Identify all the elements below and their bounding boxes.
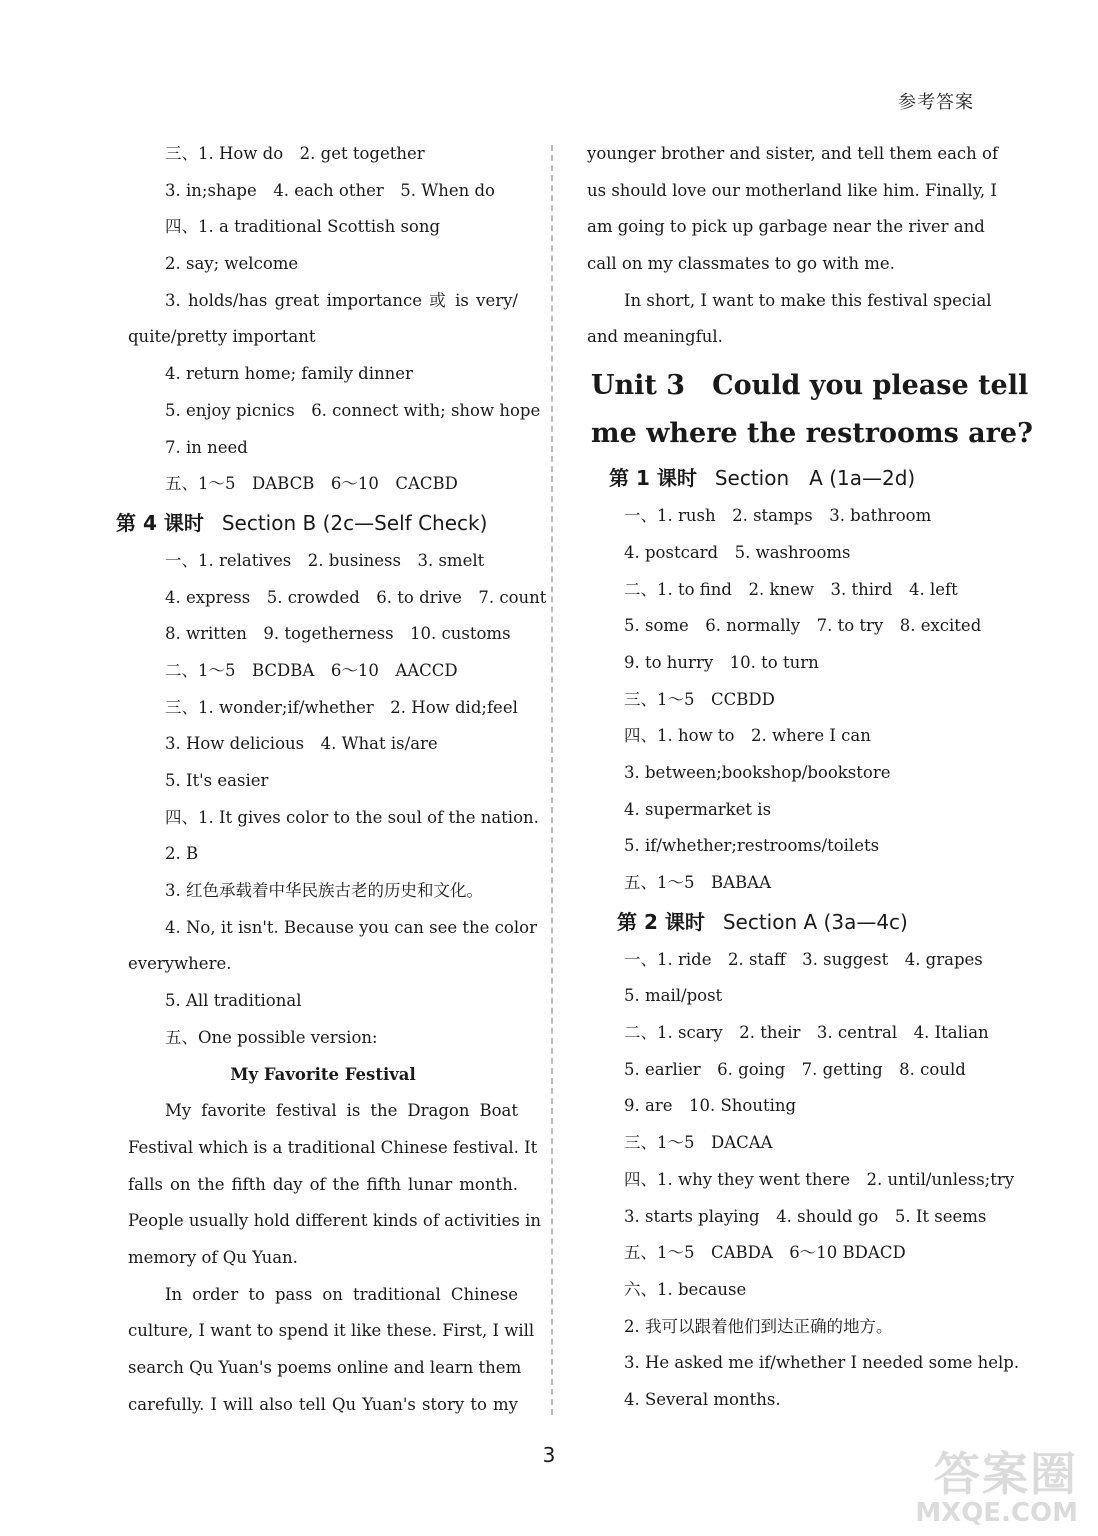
page-number: 3 <box>542 1443 556 1467</box>
lesson-label: 第 4 课时 <box>116 510 204 535</box>
answer-line: 5. if/whether;restrooms/toilets <box>624 836 880 856</box>
answer-line: 四、1. why they went there 2. until/unless;try <box>624 1169 1015 1189</box>
essay-line: and meaningful. <box>587 327 723 347</box>
answer-line: 5. enjoy picnics 6. connect with; show hope <box>165 400 541 420</box>
essay-title: My Favorite Festival <box>230 1064 416 1084</box>
answer-line: 一、1. rush 2. stamps 3. bathroom <box>624 506 932 526</box>
answer-line: 4. Several months. <box>624 1389 781 1409</box>
answer-line: 2. B <box>165 844 199 864</box>
answer-line: 2. 我可以跟着他们到达正确的地方。 <box>624 1316 893 1336</box>
essay-line: call on my classmates to go with me. <box>587 254 895 274</box>
answer-line: 五、1～5 DABCB 6～10 CACBD <box>165 474 458 494</box>
answer-line: 3. in;shape 4. each other 5. When do <box>165 180 495 200</box>
answer-line: 六、1. because <box>624 1279 747 1299</box>
answer-line: 5. It's easier <box>165 771 269 790</box>
answer-line: 二、1～5 BCDBA 6～10 AACCD <box>165 660 458 680</box>
answer-line-continuation: quite/pretty important <box>128 327 316 347</box>
answer-line: 四、1. It gives color to the soul of the nation. <box>165 807 539 827</box>
answer-line: 四、1. a traditional Scottish song <box>165 217 441 237</box>
answer-line: 7. in need <box>165 437 248 457</box>
lesson-heading-1 <box>587 458 977 498</box>
answer-line: 8. written 9. togetherness 10. customs <box>165 624 511 644</box>
essay-line: Festival which is a traditional Chinese festival. It <box>128 1137 538 1157</box>
answer-line: 2. say; welcome <box>165 254 299 274</box>
lesson-heading-4 <box>116 503 518 543</box>
answer-line: 4. postcard 5. washrooms <box>624 542 851 562</box>
answer-line: 三、1. wonder;if/whether 2. How did;feel <box>165 697 518 717</box>
answer-line: 3. 红色承载着中华民族古老的历史和文化。 <box>165 881 483 901</box>
essay-line: culture, I want to spend it like these. First, I will <box>128 1321 535 1341</box>
essay-line: My favorite festival is the Dragon Boat <box>165 1101 518 1121</box>
lesson-section: Section A (3a—4c) <box>722 909 908 934</box>
lesson-label: 第 2 课时 <box>617 909 705 934</box>
answer-line: 5. mail/post <box>624 986 723 1006</box>
essay-line: us should love our motherland like him. Finally, I <box>587 180 997 200</box>
answer-line: 9. to hurry 10. to turn <box>624 652 819 672</box>
essay-line: memory of Qu Yuan. <box>128 1247 298 1267</box>
page-header-title: 参考答案 <box>898 92 974 113</box>
answer-line: 五、One possible version: <box>165 1027 378 1047</box>
answer-line: 5. All traditional <box>165 991 302 1011</box>
answer-line: 3. starts playing 4. should go 5. It seems <box>624 1206 987 1226</box>
answer-line: 二、1. scary 2. their 3. central 4. Italian <box>624 1023 989 1043</box>
essay-line: falls on the fifth day of the fifth lunar month. <box>128 1174 518 1194</box>
essay-line: In order to pass on traditional Chinese <box>165 1284 518 1304</box>
unit-title-line-1: Unit 3 Could you please tell <box>591 370 1029 402</box>
lesson-section: Section B (2c—Self Check) <box>221 510 488 535</box>
essay-line: People usually hold different kinds of activities in <box>128 1211 542 1231</box>
answer-line: 4. express 5. crowded 6. to drive 7. count <box>165 587 547 607</box>
answer-line-wrapped: 4. No, it isn't. Because you can see the color <box>165 917 537 937</box>
answer-line: 9. are 10. Shouting <box>624 1096 797 1116</box>
watermark-logo <box>888 1438 1078 1528</box>
lesson-section: Section A (1a—2d) <box>714 466 916 491</box>
answer-line-continuation: everywhere. <box>128 954 232 974</box>
answer-line: 五、1～5 CABDA 6～10 BDACD <box>624 1243 906 1263</box>
answer-line: 二、1. to find 2. knew 3. third 4. left <box>624 579 958 599</box>
answer-line: 3. He asked me if/whether I needed some help. <box>624 1353 1020 1373</box>
answer-line: 3. between;bookshop/bookstore <box>624 762 891 782</box>
essay-line: carefully. I will also tell Qu Yuan's story to my <box>128 1394 518 1414</box>
answer-line: 三、1～5 CCBDD <box>624 689 775 709</box>
watermark-url: MXQE.COM <box>915 1498 1078 1528</box>
answer-line-wrapped: 3. holds/has great importance 或 is very/ <box>165 290 518 310</box>
answer-line: 三、1～5 DACAA <box>624 1133 773 1153</box>
lesson-heading-2 <box>587 902 977 942</box>
lesson-label: 第 1 课时 <box>609 466 697 491</box>
left-column <box>116 136 547 1423</box>
essay-line: am going to pick up garbage near the river and <box>587 217 985 237</box>
answer-line: 3. How delicious 4. What is/are <box>165 734 438 754</box>
unit-title-line-2: me where the restrooms are? <box>591 418 1033 450</box>
watermark-logo-text: 答案圈 <box>934 1447 1078 1501</box>
answer-line: 5. some 6. normally 7. to try 8. excited <box>624 616 982 636</box>
essay-line: younger brother and sister, and tell them each of <box>587 144 999 163</box>
answer-line: 三、1. How do 2. get together <box>165 144 425 163</box>
answer-line: 4. supermarket is <box>624 799 772 819</box>
answer-line: 四、1. how to 2. where I can <box>624 726 871 746</box>
column-divider <box>551 145 553 1415</box>
answer-line: 5. earlier 6. going 7. getting 8. could <box>624 1059 966 1079</box>
right-column <box>587 136 1033 1419</box>
answer-line: 五、1～5 BABAA <box>624 873 771 892</box>
essay-line: search Qu Yuan's poems online and learn them <box>128 1358 522 1377</box>
answer-line: 4. return home; family dinner <box>165 364 413 384</box>
answer-line: 一、1. relatives 2. business 3. smelt <box>165 550 485 570</box>
essay-line: In short, I want to make this festival special <box>624 290 992 310</box>
answer-line: 一、1. ride 2. staff 3. suggest 4. grapes <box>624 949 983 969</box>
